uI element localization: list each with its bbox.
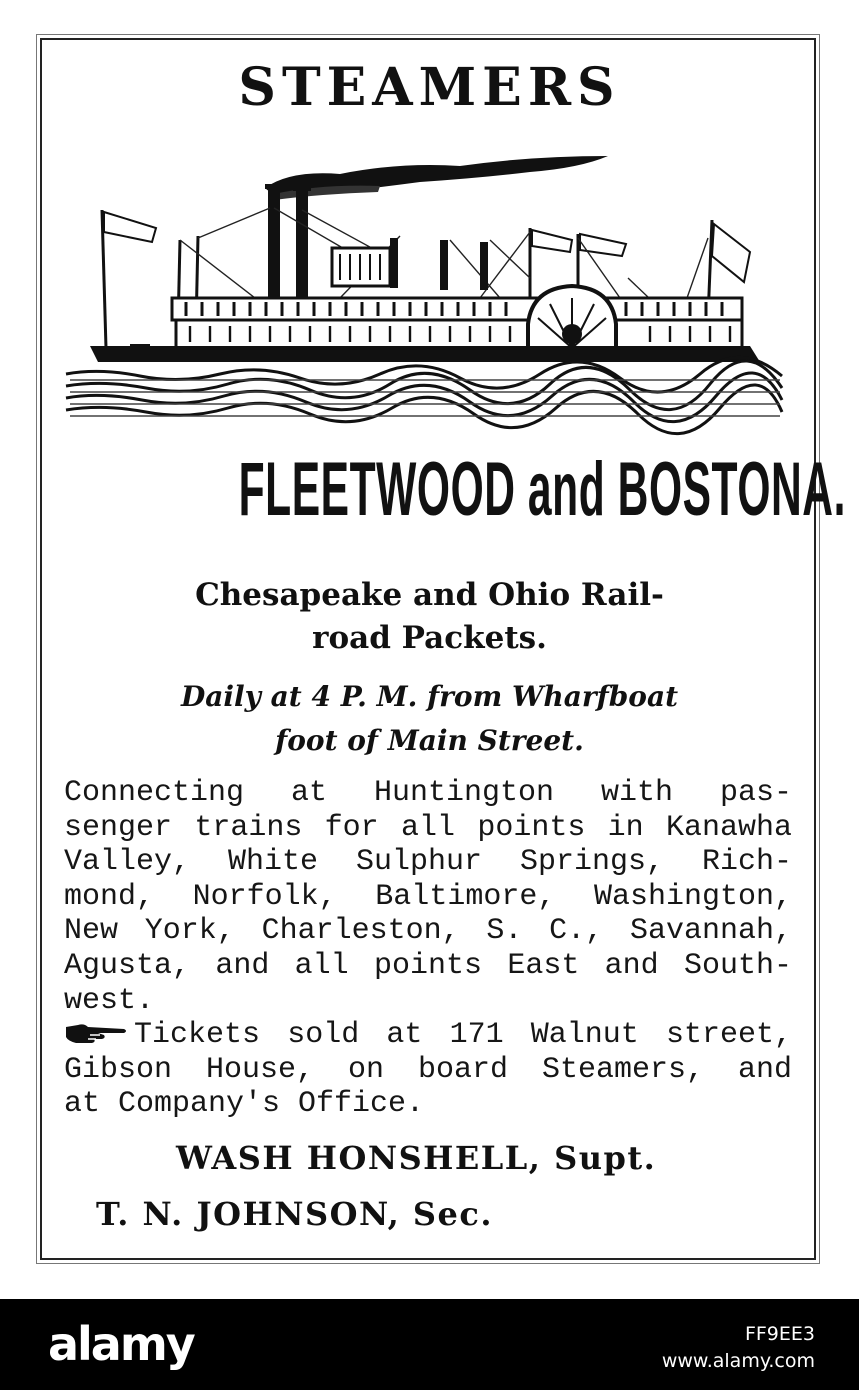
body-line: Connecting at Huntington with pas-	[64, 776, 792, 810]
schedule-line-2: foot of Main Street.	[275, 724, 584, 757]
body-line: Valley, White Sulphur Springs, Rich-	[64, 845, 792, 880]
superintendent-signature: WASH HONSHELL, Supt.	[176, 1139, 657, 1177]
secretary-signature: T. N. JOHNSON, Sec.	[96, 1195, 494, 1233]
pointing-hand-icon	[64, 1021, 128, 1045]
packets-line-1: Chesapeake and Ohio Rail-	[195, 577, 664, 613]
body-line: senger trains for all points in Kanawha	[64, 810, 792, 845]
packets-line-2: road Packets.	[312, 620, 547, 656]
tickets-text: Tickets sold at 171 Walnut street,	[134, 1018, 792, 1053]
boat-names-title	[0, 447, 859, 532]
site-url: www.alamy.com	[661, 1350, 815, 1372]
headline: STEAMERS	[238, 57, 621, 118]
body-line: New York, Charleston, S. C., Savannah,	[64, 914, 792, 949]
body-line: Agusta, and all points East and South-	[64, 948, 792, 983]
schedule-line-1: Daily at 4 P. M. from Wharfboat	[180, 680, 679, 713]
body-line: west.	[64, 983, 155, 1018]
smoke-plume	[265, 156, 608, 200]
tickets-line: at Company's Office.	[64, 1087, 425, 1122]
tickets-line: Gibson House, on board Steamers, and	[64, 1052, 792, 1087]
image-code	[662, 1321, 815, 1375]
packets-heading	[0, 574, 859, 660]
schedule-text	[0, 675, 859, 763]
alamy-logo: alamy	[48, 1317, 194, 1371]
steamboat-illustration	[60, 148, 788, 438]
tickets-line	[64, 1018, 792, 1053]
connections-paragraph	[64, 776, 792, 1122]
watermark-footer	[0, 1299, 859, 1390]
body-line: mond, Norfolk, Baltimore, Washington,	[64, 879, 792, 914]
boat-names-text: FLEETWOOD and BOSTONA.	[238, 447, 846, 532]
image-id: FF9EE3	[744, 1323, 815, 1345]
